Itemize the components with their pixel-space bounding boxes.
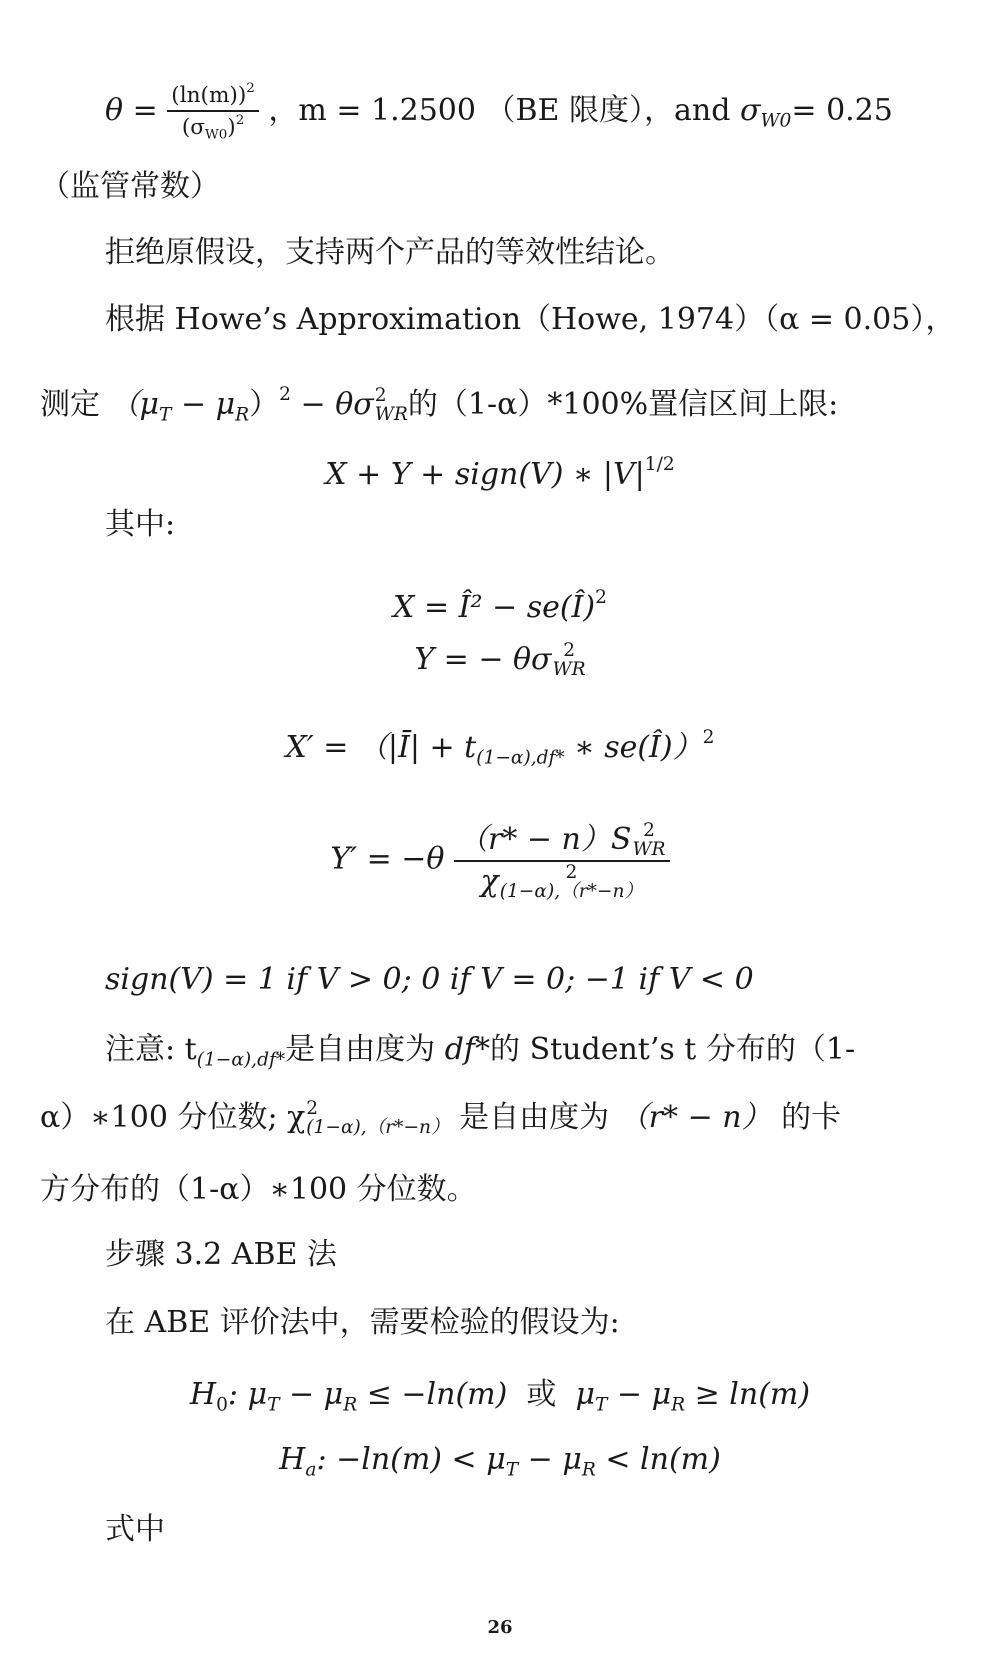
y-prime-fraction: （r* − n）S 2 WR χ 2 (1−α),（r*−n） <box>454 820 670 901</box>
reject-null-paragraph: 拒绝原假设，支持两个产品的等效性结论。 <box>105 235 675 270</box>
abe-hypothesis-intro: 在 ABE 评价法中，需要检验的假设为: <box>105 1305 620 1340</box>
alternative-hypothesis: $H_a$: $-\ln(m) < \mu_T - \mu_R < \ln(m)$ <box>279 1442 721 1481</box>
regulatory-constant-note: （监管常数） <box>40 169 220 204</box>
equation-x-prime: X′ = （|Ī| + $t_{(1-\alpha),df*}$ ∗ se(Î)）$^2$ <box>285 727 715 769</box>
step-heading: 步骤 3.2 ABE 法 <box>105 1237 337 1272</box>
howe-approximation-paragraph: 根据 Howe’s Approximation（Howe, 1974）（α = 0.05）， <box>105 302 956 337</box>
page-number: 26 <box>487 1617 513 1638</box>
ci-expression: X + Y + sign(V) ∗ $|V|^{1/2}$ <box>325 454 675 492</box>
note-line-2: α）∗100 分位数; χ 2 (1−α),（r*−n） 是自由度为 （r* − n） 的卡 <box>40 1098 842 1138</box>
equation-y-prime: Y′ = −θ （r* − n）S 2 WR χ 2 (1−α),（r*−n） <box>0 820 1000 901</box>
theta-fraction: $\frac{(\ln(m))^2}{(\sigma_{W0})^2}$ <box>167 80 259 144</box>
equation-y: Y = − θσ 2 WR <box>414 640 586 680</box>
sign-definition: sign(V) = 1 if V > 0; 0 if V = 0; −1 if V < 0 <box>105 962 754 997</box>
shizhong-label: 式中 <box>105 1512 165 1547</box>
equation-x: X = Î² − se(Î)$^2$ <box>393 587 607 625</box>
theta-formula: θ = $\frac{(\ln(m))^2}{(\sigma_{W0})^2}$ ，m = 1.2500 （BE 限度），and $\sigma_{W0}= 0.25$ <box>105 81 893 143</box>
ci-upper-limit-paragraph: 测定 $(\mu_T - \mu_R)^2 - \theta\sigma$ 2 WR 的（1-α）*100%置信区间上限: <box>40 384 839 426</box>
null-hypothesis: $H_0$: $\mu_T - \mu_R \le -\ln(m)$ 或 $\mu_T - \mu_R \ge \ln(m)$ <box>189 1377 811 1416</box>
note-line-3: 方分布的（1-α）∗100 分位数。 <box>40 1172 477 1207</box>
qizhong-label: 其中: <box>105 507 176 542</box>
note-line-1: 注意: $t_{(1-\alpha),df*}$是自由度为 df*的 Student’s t 分布的（1- <box>105 1032 856 1071</box>
